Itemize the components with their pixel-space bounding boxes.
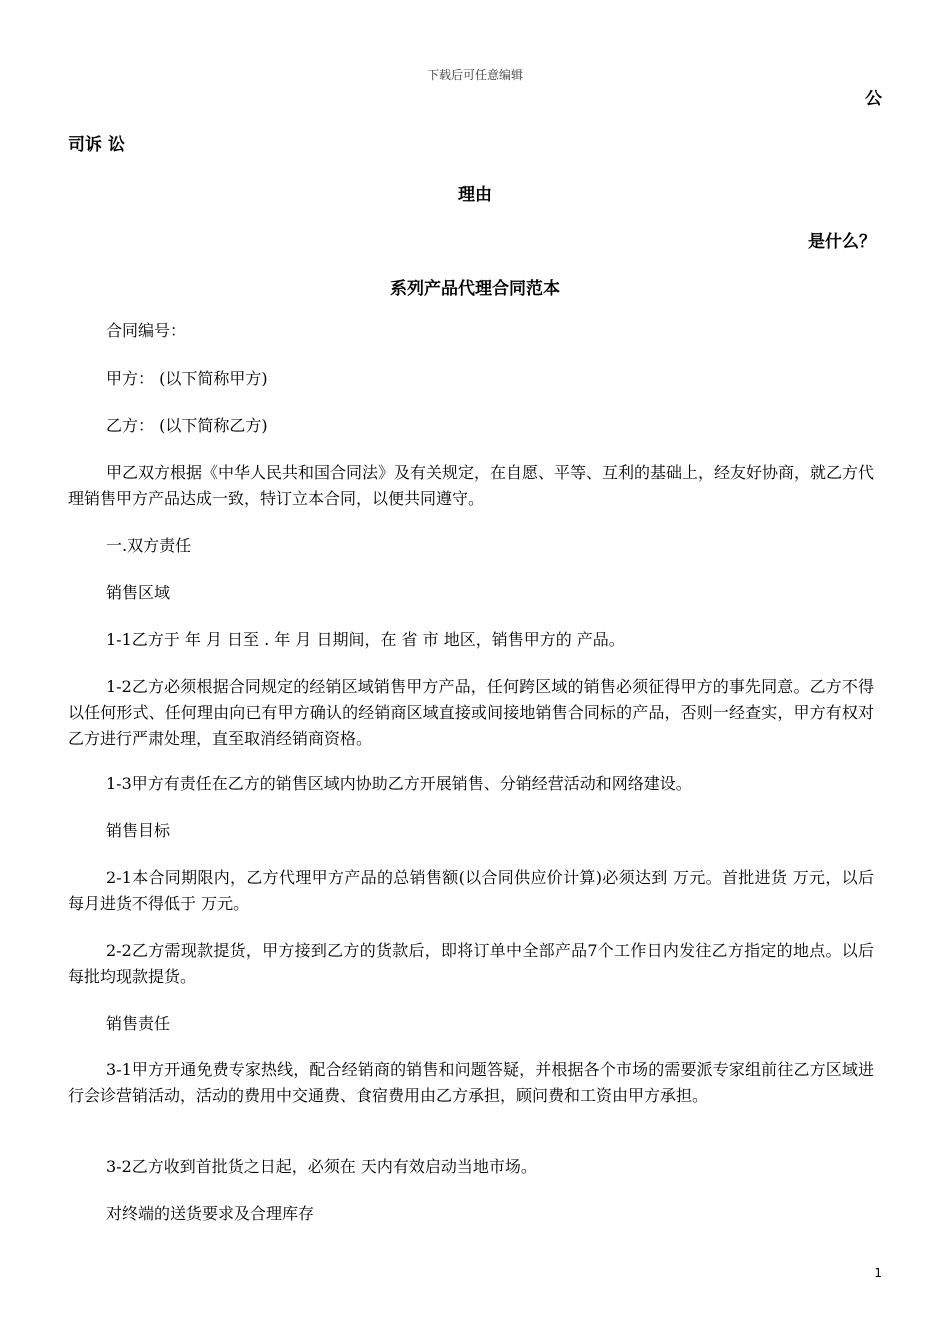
heading-fragment-si-su-song: 司诉 讼 bbox=[68, 135, 125, 155]
header-note: 下载后可任意编辑 bbox=[426, 68, 523, 82]
clause-1-2: 1-2乙方必须根据合同规定的经销区域销售甲方产品，任何跨区域的销售必须征得甲方的事先同意。乙方不得以任何形式、任何理由向已有甲方确认的经销商区域直接或间接地销售合同标的产品，否则一经查实，甲方有权对乙方进行严肃处理，直至取消经销商资格。 bbox=[68, 677, 874, 748]
party-b-line: 乙方： (以下简称乙方) bbox=[106, 416, 268, 435]
subheading-sales-responsibility: 销售责任 bbox=[106, 1014, 171, 1033]
section-heading-responsibilities: 一.双方责任 bbox=[106, 536, 192, 555]
subheading-sales-region: 销售区域 bbox=[106, 583, 171, 602]
heading-fragment-shi-shen-me: 是什么？ bbox=[808, 232, 876, 252]
page-number: 1 bbox=[874, 1266, 882, 1280]
clause-3-2: 3-2乙方收到首批货之日起，必须在 天内有效启动当地市场。 bbox=[106, 1157, 537, 1176]
clause-1-1: 1-1乙方于 年 月 日至 . 年 月 日期间，在 省 市 地区，销售甲方的 产品。 bbox=[106, 630, 625, 649]
heading-fragment-li-you: 理由 bbox=[458, 185, 492, 205]
clause-2-1: 2-1本合同期限内，乙方代理甲方产品的总销售额(以合同供应价计算)必须达到 万元。首批进货 万元，以后每月进货不得低于 万元。 bbox=[68, 868, 874, 913]
subheading-delivery-inventory: 对终端的送货要求及合理库存 bbox=[106, 1204, 315, 1223]
party-a-line: 甲方： (以下简称甲方) bbox=[106, 369, 268, 388]
subheading-sales-target: 销售目标 bbox=[106, 821, 171, 840]
preamble-paragraph: 甲乙双方根据《中华人民共和国合同法》及有关规定，在自愿、平等、互利的基础上，经友好协商，就乙方代理销售甲方产品达成一致，特订立本合同，以便共同遵守。 bbox=[68, 463, 875, 508]
clause-3-1: 3-1甲方开通免费专家热线，配合经销商的销售和问题答疑，并根据各个市场的需要派专家组前往乙方区域进行会诊营销活动，活动的费用中交通费、食宿费用由乙方承担，顾问费和工资由甲方承担。 bbox=[68, 1060, 874, 1105]
document-title: 系列产品代理合同范本 bbox=[390, 279, 560, 299]
clause-2-2: 2-2乙方需现款提货，甲方接到乙方的货款后，即将订单中全部产品7个工作日内发往乙方指定的地点。以后每批均现款提货。 bbox=[68, 941, 874, 986]
clause-1-3: 1-3甲方有责任在乙方的销售区域内协助乙方开展销售、分销经营活动和网络建设。 bbox=[106, 774, 692, 793]
contract-number-line: 合同编号： bbox=[106, 321, 187, 340]
heading-fragment-gong: 公 bbox=[865, 89, 882, 109]
